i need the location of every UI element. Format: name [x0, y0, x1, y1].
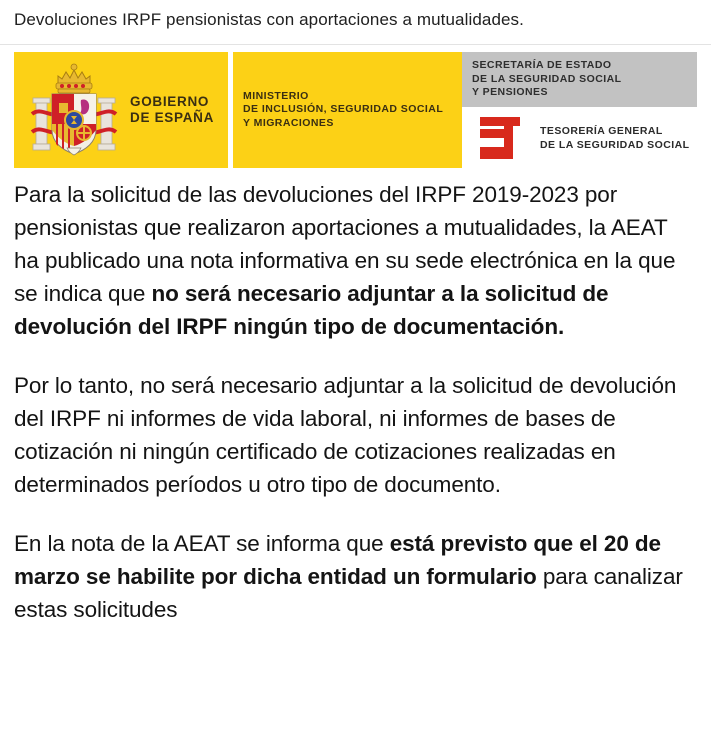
- paragraph-2-text: Por lo tanto, no será necesario adjuntar a la solicitud de devolución del IRPF ni informes de vida laboral, ni informes de bases de cotización ni ningún certificado de cotizaciones realizadas en determinados períodos u otro tipo de documento.: [14, 373, 677, 497]
- tesoreria-line-2: DE LA SEGURIDAD SOCIAL: [540, 138, 690, 151]
- tgss-logo-icon: [478, 113, 528, 163]
- paragraph-1: [14, 178, 697, 343]
- ministerio-line-3: Y MIGRACIONES: [243, 116, 334, 129]
- paragraph-3-bold: está previsto que el 20 de marzo se habilite por dicha entidad un formulario: [14, 531, 661, 589]
- ministerio-line-1: MINISTERIO: [243, 89, 309, 102]
- ministerio-panel: [233, 52, 462, 168]
- gobierno-line-1: GOBIERNO: [130, 93, 210, 109]
- secretaria-de-estado-panel: [462, 52, 697, 107]
- secretaria-label: [472, 59, 622, 100]
- gobierno-label: [130, 94, 214, 127]
- paragraph-1-text: Para la solicitud de las devoluciones del IRPF 2019-2023 por pensionistas que realizaron aportaciones a mutualidades, la AEAT ha publicado una nota informativa en su sede electrónica en la que se indica que: [14, 182, 676, 306]
- spanish-coat-of-arms-icon: [28, 58, 120, 162]
- paragraph-3-text-lead: En la nota de la AEAT se informa que: [14, 531, 390, 556]
- page-title: Devoluciones IRPF pensionistas con aportaciones a mutualidades.: [14, 10, 524, 29]
- secretaria-line-2: DE LA SEGURIDAD SOCIAL: [472, 72, 622, 85]
- tesoreria-line-1: TESORERÍA GENERAL: [540, 124, 663, 137]
- paragraph-3: [14, 527, 697, 626]
- page-header: [0, 0, 711, 45]
- gobierno-de-espana-panel: [14, 52, 228, 168]
- gobierno-line-2: DE ESPAÑA: [130, 110, 215, 125]
- paragraph-2: [14, 369, 697, 501]
- tesoreria-label: [540, 124, 690, 152]
- paragraph-3-text-tail: para canalizar estas solicitudes: [14, 564, 683, 622]
- ministerio-label: [243, 90, 443, 131]
- institutional-banner: [0, 45, 711, 168]
- secretaria-line-1: SECRETARÍA DE ESTADO: [472, 59, 612, 72]
- article-body: [0, 168, 711, 626]
- ministerio-line-2: DE INCLUSIÓN, SEGURIDAD SOCIAL: [243, 103, 444, 116]
- tesoreria-general-panel: [462, 107, 711, 168]
- secretaria-line-3: Y PENSIONES: [472, 86, 548, 99]
- paragraph-1-bold: no será necesario adjuntar a la solicitud de devolución del IRPF ningún tipo de documentación.: [14, 281, 609, 339]
